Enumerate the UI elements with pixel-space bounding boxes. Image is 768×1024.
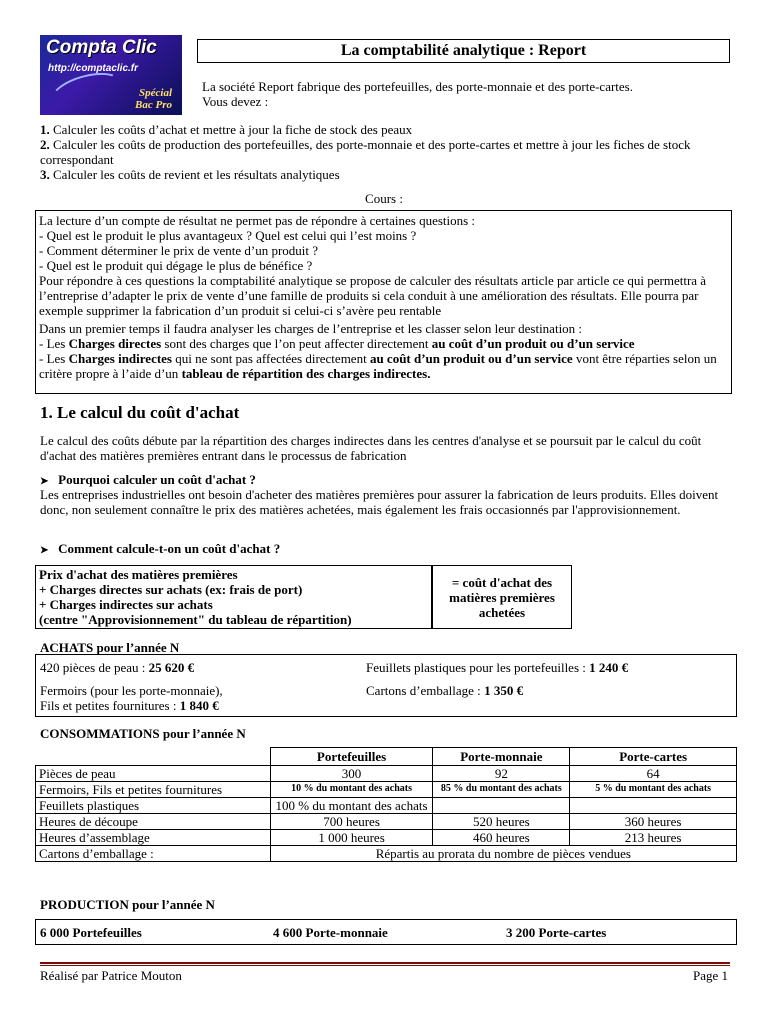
table-row: Heures de découpe 700 heures 520 heures 360 heures xyxy=(36,814,737,830)
task-item: 3. Calculer les coûts de revient et les résultats analytiques xyxy=(40,167,340,182)
formula-result: = coût d'achat des matières premières achetées xyxy=(432,565,572,629)
table-row: Heures d’assemblage 1 000 heures 460 heures 213 heures xyxy=(36,830,737,846)
intro: La société Report fabrique des portefeuilles, des porte-monnaie et des porte-cartes. Vous devez : xyxy=(202,79,633,109)
consommations-heading: CONSOMMATIONS pour l’année N xyxy=(40,726,246,741)
question-1: ➤ Pourquoi calculer un coût d'achat ? xyxy=(40,472,256,487)
production-item: 4 600 Porte-monnaie xyxy=(273,925,388,940)
achats-heading: ACHATS pour l’année N xyxy=(40,640,180,655)
logo-tag: Spécial Bac Pro xyxy=(135,87,172,111)
table-header-cell: Portefeuilles xyxy=(270,748,433,766)
footer-divider xyxy=(40,962,730,964)
task-item: 2. Calculer les coûts de production des portefeuilles, des porte-monnaie et des porte-cartes et mettre à jour les fiches de stock correspondant xyxy=(40,137,691,167)
arrow-icon: ➤ xyxy=(40,545,49,556)
cours-box: La lecture d’un compte de résultat ne permet pas de répondre à certaines questions : - Quel est le produit le plus avantageux ? Quel est celui qui l’est moins ? - Comment déterminer le prix de vente d’un produit ? - Quel est le produit qui dégage le plus de bénéfice ? Pour répondre à ces questions la comptabilité analytique se propose de calculer des résultats article par article ce qui permettra à l’entreprise d’adapter le prix de vente d’une famille de produits si cela conduit à une amélioration des résultats. Elle pourra par exemple supprimer la fabrication d’un produit si celui-ci s’avère peu rentable Dans un premier temps il faudra analyser les charges de l’entreprise et les classer selon leur destination : - Les Charges directes sont des charges que l’on peut affecter directement au coût d’un produit ou d’un service - Les Charges indirectes qui ne sont pas affectées directement au coût d’un produit ou d’un service vont être réparties selon un critère propre à l’aide d’un tableau de répartition des charges indirectes. xyxy=(35,210,732,394)
footer-page: Page 1 xyxy=(692,968,728,983)
table-header-row xyxy=(36,748,737,766)
formula-box: Prix d'achat des matières premières + Charges directes sur achats (ex: frais de port) + Charges indirectes sur achats (centre "Approvisionnement" du tableau de répartition) xyxy=(35,565,432,629)
table-row: Cartons d’emballage : Répartis au prorata du nombre de pièces vendues xyxy=(36,846,737,862)
section-heading: 1. Le calcul du coût d'achat xyxy=(40,403,240,422)
production-item: 3 200 Porte-cartes xyxy=(506,925,607,940)
footer-author: Réalisé par Patrice Mouton xyxy=(40,968,182,983)
achat-item: 420 pièces de peau : 25 620 € xyxy=(40,660,195,675)
achats-box xyxy=(35,654,737,717)
task-list xyxy=(40,122,730,182)
task-item: 1. Calculer les coûts d’achat et mettre à jour la fiche de stock des peaux xyxy=(40,122,413,137)
footer-divider xyxy=(40,965,730,966)
achat-item: Fermoirs (pour les porte-monnaie), Fils et petites fournitures : 1 840 € xyxy=(40,683,223,713)
question-1-text: Les entreprises industrielles ont besoin d'acheter des matières premières pour assurer la fabrication de leurs produits. Elles doivent donc, non seulement connaître le prix des matières achetées, mais également les frais occasionnés par l'approvisionnement. xyxy=(40,487,719,517)
cours-label: Cours : xyxy=(365,191,403,206)
table-row: Feuillets plastiques 100 % du montant des achats xyxy=(36,798,737,814)
consommations-table xyxy=(35,747,737,862)
question-2: ➤ Comment calcule-t-on un coût d'achat ? xyxy=(40,541,281,556)
table-row: Fermoirs, Fils et petites fournitures 10 % du montant des achats 85 % du montant des achats 5 % du montant des achats xyxy=(36,782,737,798)
table-header-cell: Porte-cartes xyxy=(570,748,737,766)
achat-item: Cartons d’emballage : 1 350 € xyxy=(366,683,524,698)
logo-url: http://comptaclic.fr xyxy=(48,63,139,74)
production-heading: PRODUCTION pour l’année N xyxy=(40,897,215,912)
production-item: 6 000 Portefeuilles xyxy=(40,925,142,940)
arrow-icon: ➤ xyxy=(40,476,49,487)
table-row: Pièces de peau 300 92 64 xyxy=(36,766,737,782)
page-title: La comptabilité analytique : Report xyxy=(197,39,730,63)
section-para: Le calcul des coûts débute par la répartition des charges indirectes dans les centres d'analyse et se poursuit par le calcul du coût d'achat des matières premières entrant dans le processus de fabrication xyxy=(40,433,702,463)
achat-item: Feuillets plastiques pour les portefeuilles : 1 240 € xyxy=(366,660,629,675)
table-header-cell xyxy=(36,748,271,766)
table-header-cell: Porte-monnaie xyxy=(433,748,570,766)
logo xyxy=(40,35,182,115)
production-box xyxy=(35,919,737,945)
logo-name: Compta Clic xyxy=(46,37,157,58)
